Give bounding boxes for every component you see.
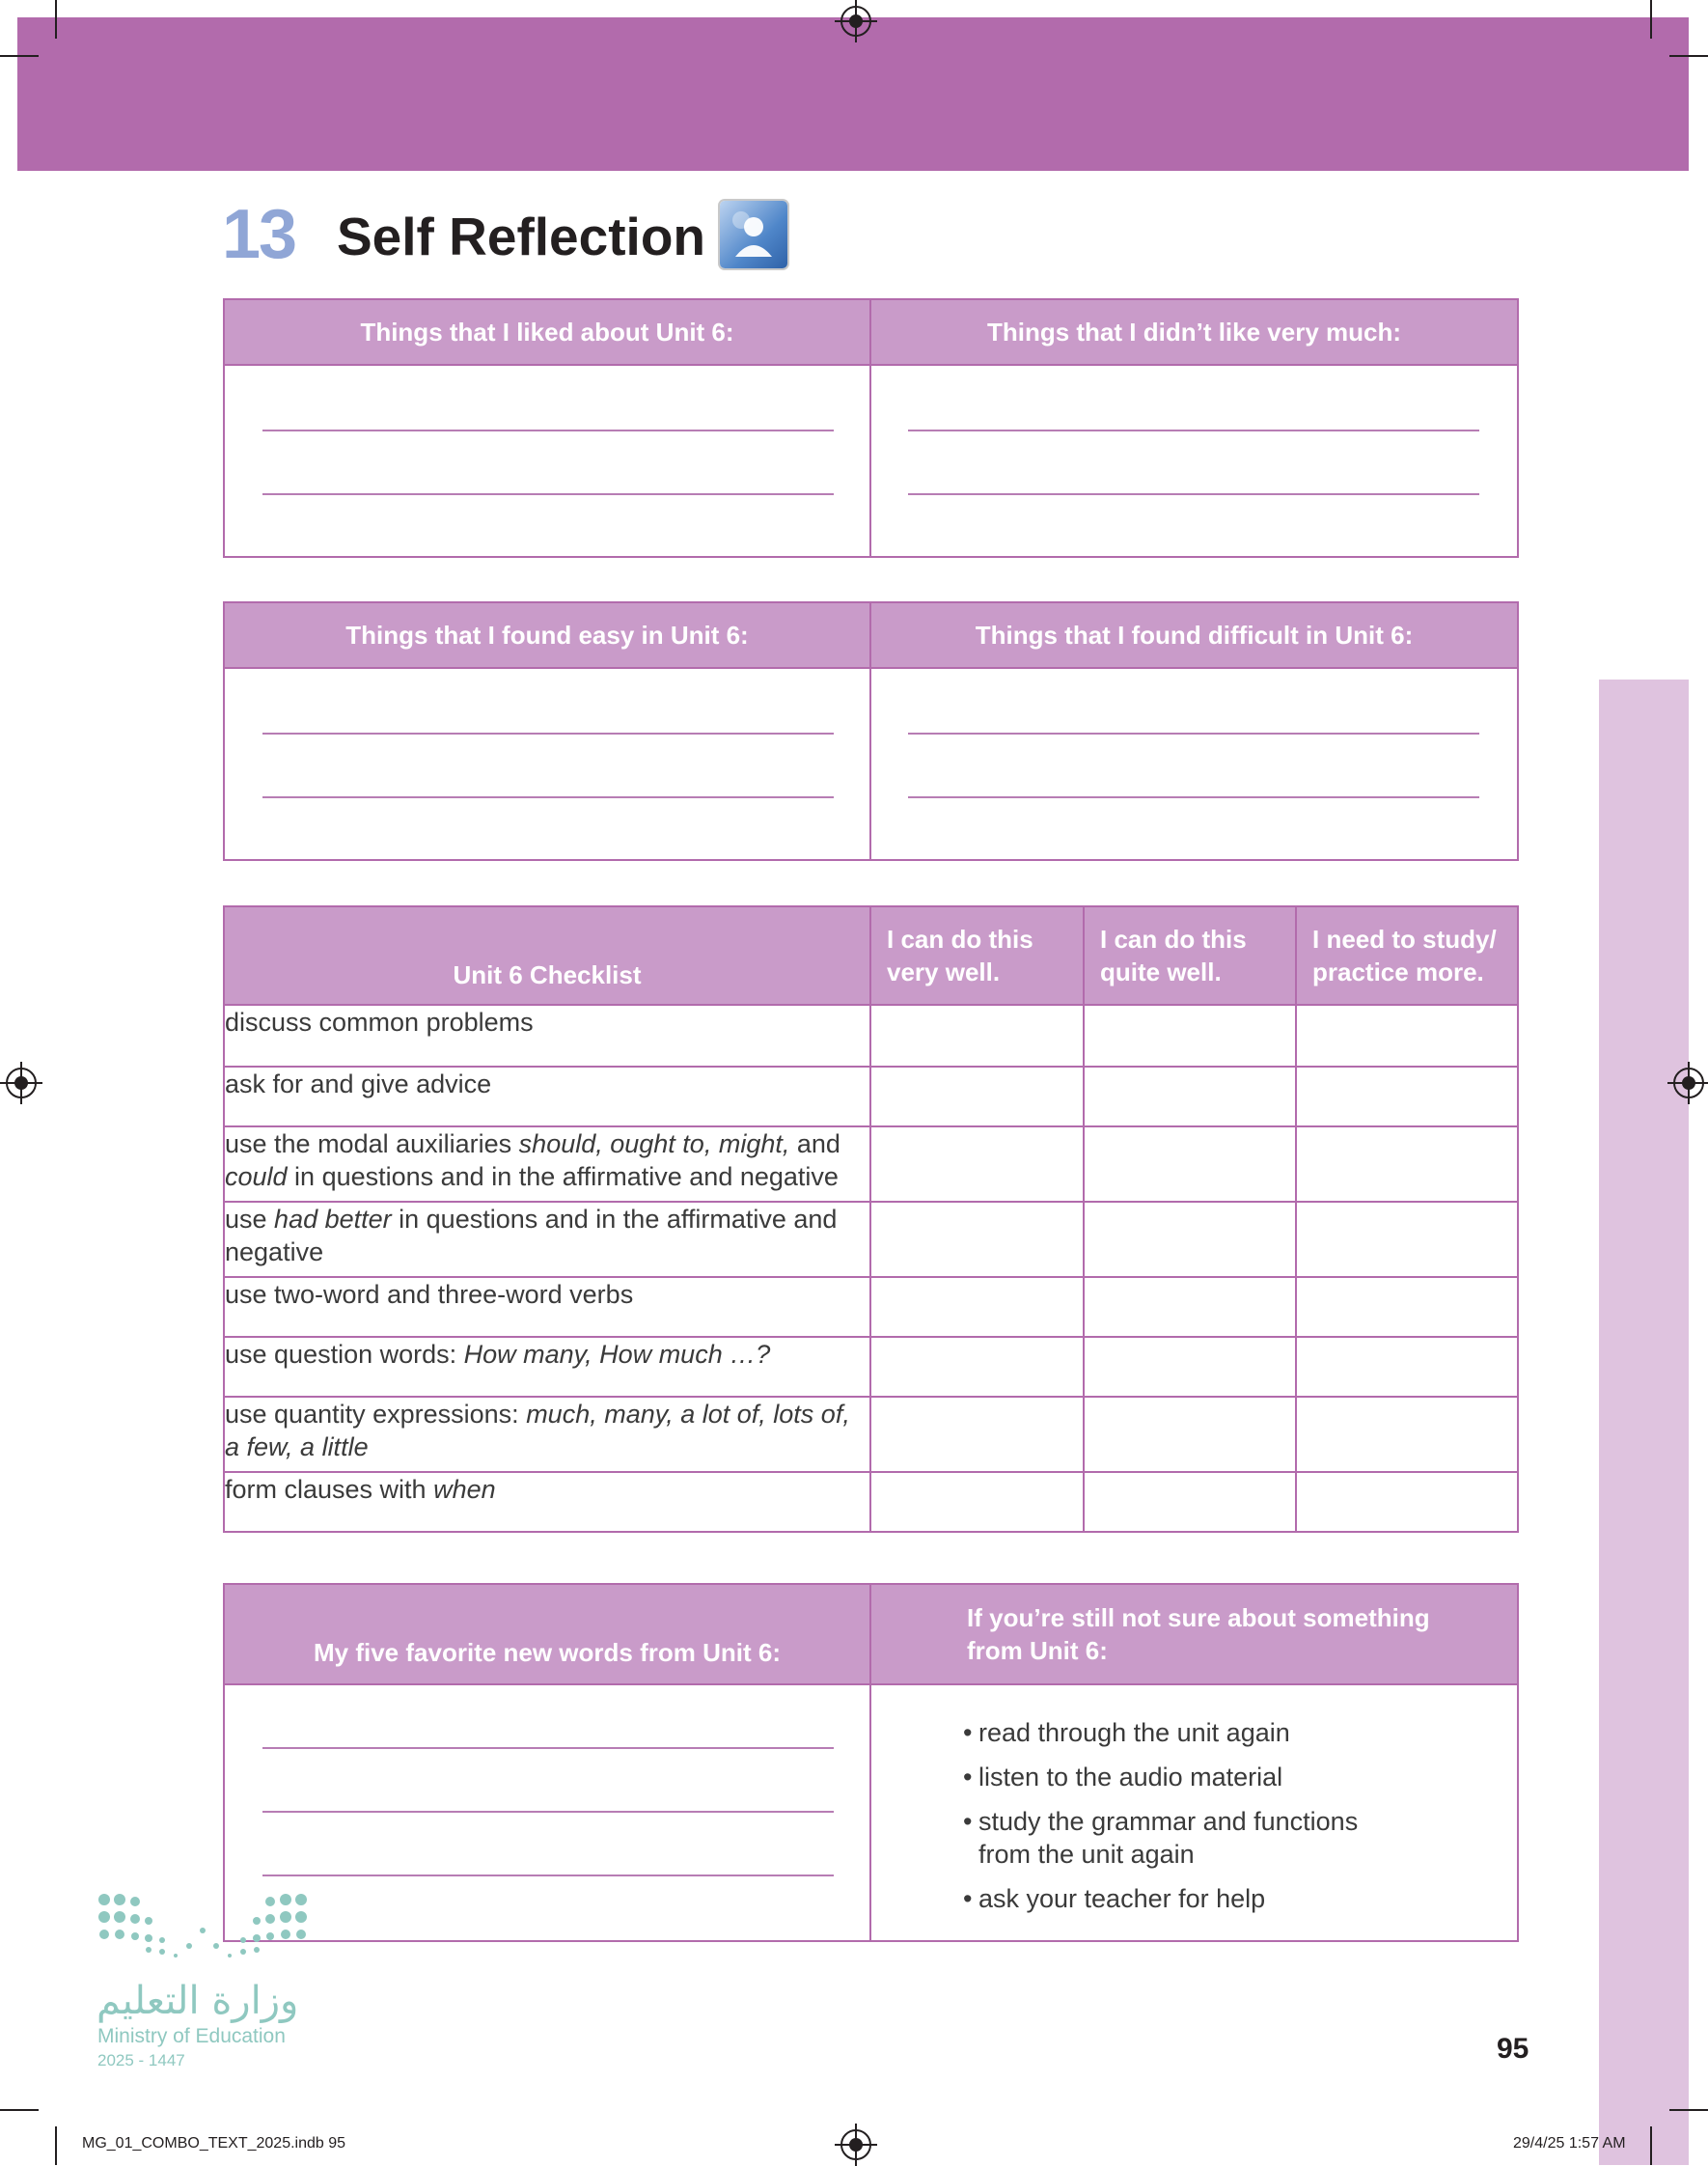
checklist-item bbox=[224, 1337, 870, 1397]
writing-line[interactable] bbox=[262, 733, 834, 735]
checkbox-study-more[interactable] bbox=[1296, 1005, 1518, 1067]
tips-cell bbox=[870, 1684, 1518, 1941]
favorite-words-header: My five favorite new words from Unit 6: bbox=[224, 1584, 870, 1684]
checklist-row bbox=[224, 1126, 1518, 1202]
col-quite-well-header bbox=[1084, 906, 1296, 1005]
registration-mark-icon bbox=[840, 6, 871, 37]
checklist-item-italic-text: should, ought to, might, bbox=[518, 1129, 790, 1158]
liked-header: Things that I liked about Unit 6: bbox=[224, 299, 870, 365]
registration-mark-icon bbox=[840, 2129, 871, 2160]
favorite-words-cell[interactable] bbox=[224, 1684, 870, 1941]
checkbox-very-well[interactable] bbox=[870, 1397, 1084, 1472]
crop-mark bbox=[0, 2109, 39, 2111]
checklist-row bbox=[224, 1005, 1518, 1067]
checklist-row bbox=[224, 1277, 1518, 1337]
checkbox-study-more[interactable] bbox=[1296, 1397, 1518, 1472]
checklist-item-text: ask for and give advice bbox=[225, 1069, 492, 1098]
checklist-item bbox=[224, 1067, 870, 1126]
self-reflection-icon bbox=[720, 201, 787, 268]
checklist-item bbox=[224, 1005, 870, 1067]
crop-mark bbox=[0, 55, 39, 57]
writing-line[interactable] bbox=[262, 493, 834, 495]
writing-line[interactable] bbox=[908, 733, 1479, 735]
writing-line[interactable] bbox=[262, 430, 834, 431]
easy-table bbox=[223, 601, 1519, 861]
checklist-item-text: and bbox=[789, 1129, 840, 1158]
checklist-item-italic-text: could bbox=[225, 1162, 288, 1191]
checklist-item bbox=[224, 1126, 870, 1202]
crop-mark bbox=[1650, 2126, 1652, 2165]
checklist-title: Unit 6 Checklist bbox=[224, 906, 870, 1005]
checklist-row bbox=[224, 1202, 1518, 1277]
ministry-logo-year: 2025 - 1447 bbox=[97, 2051, 185, 2069]
checkbox-quite-well[interactable] bbox=[1084, 1337, 1296, 1397]
checkbox-very-well[interactable] bbox=[870, 1067, 1084, 1126]
tips-list bbox=[963, 1716, 1368, 1927]
checkbox-study-more[interactable] bbox=[1296, 1337, 1518, 1397]
checkbox-study-more[interactable] bbox=[1296, 1202, 1518, 1277]
registration-mark-icon bbox=[1673, 1068, 1704, 1098]
page-title: Self Reflection bbox=[337, 207, 706, 266]
checkbox-study-more[interactable] bbox=[1296, 1472, 1518, 1532]
checklist-item-text: use bbox=[225, 1205, 275, 1234]
header-line: very well. bbox=[887, 958, 1001, 986]
checkbox-very-well[interactable] bbox=[870, 1337, 1084, 1397]
easy-answer-cell[interactable] bbox=[224, 668, 870, 860]
checklist-item-text: use two-word and three-word verbs bbox=[225, 1280, 634, 1309]
checkbox-study-more[interactable] bbox=[1296, 1067, 1518, 1126]
checklist-row bbox=[224, 1067, 1518, 1126]
writing-line[interactable] bbox=[908, 796, 1479, 798]
ministry-logo-english: Ministry of Education bbox=[97, 2025, 286, 2047]
checkbox-study-more[interactable] bbox=[1296, 1126, 1518, 1202]
section-number: 13 bbox=[222, 196, 296, 273]
checklist-item-text: in questions and in the affirmative and negative bbox=[225, 1205, 838, 1266]
checklist-row bbox=[224, 1337, 1518, 1397]
checklist-item-italic-text: had better bbox=[274, 1205, 392, 1234]
header-line: I need to study/ bbox=[1312, 925, 1497, 954]
checkbox-quite-well[interactable] bbox=[1084, 1005, 1296, 1067]
ministry-logo-dots-icon bbox=[96, 1892, 309, 1961]
checklist-row bbox=[224, 1472, 1518, 1532]
checkbox-quite-well[interactable] bbox=[1084, 1067, 1296, 1126]
difficult-header: Things that I found difficult in Unit 6: bbox=[870, 602, 1518, 668]
checklist-item bbox=[224, 1277, 870, 1337]
checkbox-quite-well[interactable] bbox=[1084, 1277, 1296, 1337]
header-line: from Unit 6: bbox=[967, 1636, 1108, 1665]
checklist-item-italic-text: when bbox=[433, 1475, 496, 1504]
checklist-item-italic-text: much, many, a lot of, lots of, a few, a little bbox=[225, 1400, 850, 1461]
disliked-answer-cell[interactable] bbox=[870, 365, 1518, 557]
side-tab bbox=[1599, 680, 1689, 2165]
writing-line[interactable] bbox=[262, 1747, 834, 1749]
checkbox-very-well[interactable] bbox=[870, 1277, 1084, 1337]
checklist-item-italic-text: How many, How much …? bbox=[463, 1340, 771, 1369]
header-line: If you’re still not sure about something bbox=[967, 1603, 1430, 1632]
print-slug-left: MG_01_COMBO_TEXT_2025.indb 95 bbox=[82, 2135, 346, 2152]
difficult-answer-cell[interactable] bbox=[870, 668, 1518, 860]
col-very-well-header bbox=[870, 906, 1084, 1005]
checklist-item-text: use the modal auxiliaries bbox=[225, 1129, 519, 1158]
writing-line[interactable] bbox=[262, 1811, 834, 1813]
page-number: 95 bbox=[1497, 2033, 1529, 2065]
writing-line[interactable] bbox=[262, 796, 834, 798]
checklist-item-text: use question words: bbox=[225, 1340, 464, 1369]
header-line: I can do this bbox=[1100, 925, 1247, 954]
tip-item: • study the grammar and functions from the unit again bbox=[963, 1805, 1368, 1871]
header-line: I can do this bbox=[887, 925, 1033, 954]
writing-line[interactable] bbox=[262, 1874, 834, 1876]
checkbox-very-well[interactable] bbox=[870, 1005, 1084, 1067]
writing-line[interactable] bbox=[908, 430, 1479, 431]
checklist-item bbox=[224, 1397, 870, 1472]
tip-item: • ask your teacher for help bbox=[963, 1882, 1368, 1915]
checkbox-very-well[interactable] bbox=[870, 1126, 1084, 1202]
checklist-row bbox=[224, 1397, 1518, 1472]
crop-mark bbox=[55, 0, 57, 39]
liked-table bbox=[223, 298, 1519, 558]
checklist-item-text: discuss common problems bbox=[225, 1008, 534, 1037]
registration-mark-icon bbox=[6, 1068, 37, 1098]
checklist-table bbox=[223, 905, 1519, 1533]
header-line: practice more. bbox=[1312, 958, 1484, 986]
easy-header: Things that I found easy in Unit 6: bbox=[224, 602, 870, 668]
print-slug-right: 29/4/25 1:57 AM bbox=[1513, 2135, 1626, 2152]
checkbox-very-well[interactable] bbox=[870, 1202, 1084, 1277]
words-table bbox=[223, 1583, 1519, 1942]
checkbox-quite-well[interactable] bbox=[1084, 1126, 1296, 1202]
disliked-header: Things that I didn’t like very much: bbox=[870, 299, 1518, 365]
checkbox-very-well[interactable] bbox=[870, 1472, 1084, 1532]
header-line: quite well. bbox=[1100, 958, 1222, 986]
checklist-item-text: in questions and in the affirmative and negative bbox=[287, 1162, 839, 1191]
checklist-item bbox=[224, 1202, 870, 1277]
crop-mark bbox=[1650, 0, 1652, 39]
writing-line[interactable] bbox=[908, 493, 1479, 495]
liked-answer-cell[interactable] bbox=[224, 365, 870, 557]
tip-item: • listen to the audio material bbox=[963, 1761, 1368, 1793]
ministry-logo-arabic: وزارة التعليم bbox=[96, 1979, 299, 2023]
col-study-more-header bbox=[1296, 906, 1518, 1005]
checklist-item bbox=[224, 1472, 870, 1532]
checklist-item-text: form clauses with bbox=[225, 1475, 434, 1504]
checkbox-quite-well[interactable] bbox=[1084, 1472, 1296, 1532]
checklist-item-text: use quantity expressions: bbox=[225, 1400, 527, 1429]
checkbox-study-more[interactable] bbox=[1296, 1277, 1518, 1337]
tip-item: • read through the unit again bbox=[963, 1716, 1368, 1749]
crop-mark bbox=[1669, 55, 1708, 57]
checkbox-quite-well[interactable] bbox=[1084, 1202, 1296, 1277]
not-sure-header bbox=[870, 1584, 1518, 1684]
crop-mark bbox=[55, 2126, 57, 2165]
checkbox-quite-well[interactable] bbox=[1084, 1397, 1296, 1472]
top-banner bbox=[17, 17, 1689, 171]
crop-mark bbox=[1669, 2109, 1708, 2111]
